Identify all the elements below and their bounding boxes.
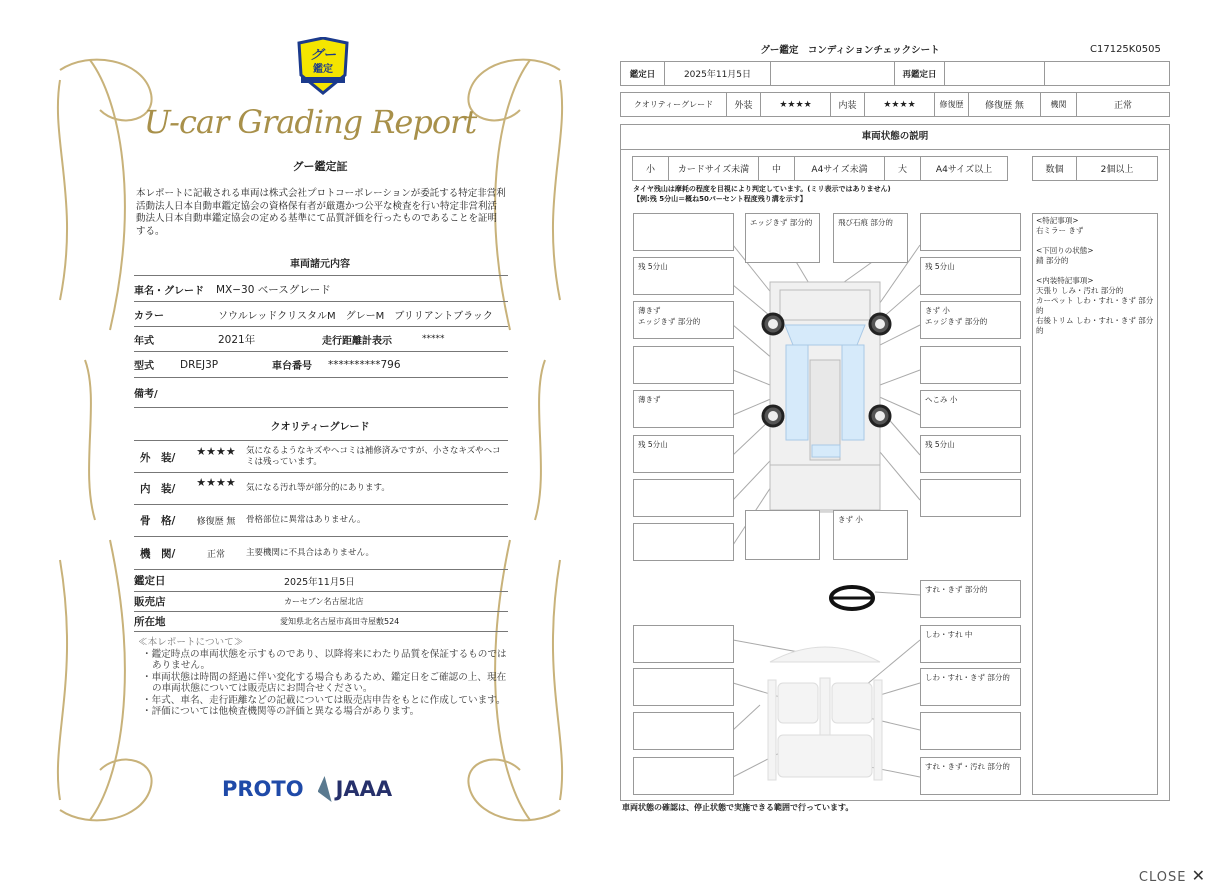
spec-row-name — [134, 277, 508, 302]
grade-description: 気になるようなキズやヘコミは補修済みですが、小さなキズやヘコミは残っています。 — [246, 446, 501, 467]
divider — [134, 275, 508, 276]
certificate-intro: 本レポートに記載される車両は株式会社プロトコーポレーションが委託する特定非営利活動法人日本自動車鑑定協会の資格保有者が厳選かつ公平な検査を行い特定非営利活動法人日本自動車鑑定協会の定める基準にて品質評価を行ったものであることを証明する。 — [136, 188, 506, 237]
exterior-condition-box: へこみ 小 — [920, 390, 1021, 428]
tire-note-line: 【例:残 5分山＝概ね50パーセント程度残り溝を示す】 — [633, 195, 807, 203]
exterior-condition-box — [633, 213, 734, 251]
redate-label: 再鑑定日 — [895, 62, 945, 86]
exterior-condition-box: 残 5分山 — [920, 435, 1021, 473]
spec-row-color — [134, 302, 508, 327]
close-button[interactable] — [1139, 866, 1206, 885]
date-label: 鑑定日 — [621, 62, 665, 86]
interior-condition-box — [633, 668, 734, 706]
interior-label: 内装 — [831, 93, 865, 117]
count-legend — [1032, 156, 1158, 181]
legend-small: 小 — [633, 157, 669, 181]
sheet-title: グー鑑定 コンディションチェックシート — [760, 45, 940, 56]
grade-row — [134, 537, 508, 570]
exterior-condition-box — [920, 346, 1021, 384]
grade-row — [134, 505, 508, 537]
note-item: ・鑑定時点の車両状態を示すものであり、以降将来にわたり品質を保証するものではありません。 — [142, 648, 507, 671]
count-value: 2個以上 — [1077, 157, 1158, 181]
exterior-condition-box: きず 小 — [833, 510, 908, 560]
label: 型式 — [134, 361, 154, 372]
date-value: 2025年11月5日 — [665, 62, 771, 86]
exterior-condition-box — [633, 346, 734, 384]
interior-seats — [768, 647, 882, 780]
dealer-row — [134, 592, 508, 612]
interior-condition-box — [633, 712, 734, 750]
address-row — [134, 612, 508, 632]
interior-condition-box: しわ・すれ・きず 部分的 — [920, 668, 1021, 706]
note-item: ・車両状態は時間の経過に伴い変化する場合もあるため、鑑定日をご確認の上、現在の車両状態については販売店にお問合せください。 — [142, 671, 507, 694]
goo-kantei-badge-logo — [295, 37, 351, 97]
special-note-line: 右ミラー きず — [1036, 226, 1084, 235]
grade-row — [134, 442, 508, 473]
interior-condition-box: すれ・きず 部分的 — [920, 580, 1021, 618]
close-label: CLOSE — [1138, 870, 1187, 885]
report-title: U-car Grading Report — [143, 103, 477, 141]
value: 2021年 — [218, 333, 256, 346]
grade-value: ★★★★ — [196, 445, 236, 458]
exterior-condition-box: エッジきず 部分的 — [745, 213, 820, 263]
special-note-line — [1036, 236, 1154, 246]
interior-condition-box — [633, 757, 734, 795]
jaaa-emblem-icon — [318, 776, 332, 802]
spec-row-model — [134, 352, 508, 378]
interior-value: ★★★★ — [865, 93, 935, 117]
special-note-line: 錆 部分的 — [1036, 256, 1069, 265]
grade-description: 主要機関に不具合はありません。 — [246, 547, 375, 558]
date-row — [134, 570, 508, 592]
count-label: 数個 — [1033, 157, 1077, 181]
label: 車名・グレード — [134, 285, 204, 297]
note-item: ・年式、車名、走行距離などの記載については販売店申告をもとに作成しています。 — [142, 694, 506, 706]
interior-condition-box: すれ・きず・汚れ 部分的 — [920, 757, 1021, 795]
repair-value: 修復歴 無 — [969, 93, 1041, 117]
interior-condition-box — [920, 712, 1021, 750]
label: 車台番号 — [272, 361, 312, 372]
legend-medium: 中 — [759, 157, 795, 181]
grade-label: 外 装/ — [140, 451, 176, 464]
grade-description: 気になる汚れ等が部分的にあります。 — [246, 483, 390, 493]
legend-medium-desc: A4サイズ未満 — [795, 157, 885, 181]
interior-condition-box: しわ・すれ 中 — [920, 625, 1021, 663]
report-notes — [138, 637, 508, 718]
sheet-code: C17125K0505 — [1090, 44, 1161, 55]
jaaa-text: JAAA — [335, 777, 393, 801]
exterior-condition-box — [745, 510, 820, 560]
repair-label: 修復歴 — [935, 93, 969, 117]
exterior-condition-box: 薄きず エッジきず 部分的 — [633, 301, 734, 339]
special-note-line: <内装特記事項> — [1036, 276, 1094, 285]
exterior-label: 外装 — [727, 93, 761, 117]
close-x-icon: ✕ — [1191, 866, 1206, 885]
proto-logo: PROTO — [222, 777, 304, 801]
label: 所在地 — [134, 616, 166, 628]
label: 備考/ — [134, 389, 158, 400]
grade-label: クオリティーグレード — [621, 93, 727, 117]
grade-heading: クオリティーグレード — [270, 422, 370, 433]
grade-description: 骨格部位に異常はありません。 — [246, 515, 366, 525]
exterior-condition-box: きず 小 エッジきず 部分的 — [920, 301, 1021, 339]
engine-label: 機関 — [1041, 93, 1077, 117]
exterior-condition-box — [920, 479, 1021, 517]
value: DREJ3P — [180, 358, 219, 371]
special-note-line: カーペット しわ・すれ・きず 部分的 — [1036, 296, 1154, 315]
label: 販売店 — [134, 596, 166, 608]
exterior-condition-box: 残 5分山 — [920, 257, 1021, 295]
divider — [134, 440, 508, 441]
sheet-footer-note: 車両状態の確認は、停止状態で実施できる範囲で行っています。 — [622, 803, 854, 812]
spec-row-remarks — [134, 378, 508, 408]
special-note-line — [1036, 266, 1154, 276]
certificate-heading: グー鑑定証 — [292, 160, 348, 173]
exterior-condition-box: 残 5分山 — [633, 435, 734, 473]
label: 年式 — [134, 335, 154, 347]
grade-row — [134, 473, 508, 505]
grade-value: ★★★★ — [196, 476, 236, 489]
exterior-condition-box: 飛び石痕 部分的 — [833, 213, 908, 263]
grade-label: 骨 格/ — [140, 515, 176, 527]
legend-small-desc: カードサイズ未満 — [669, 157, 759, 181]
legend-large-desc: A4サイズ以上 — [921, 157, 1008, 181]
special-note-line: <下回りの状態> — [1036, 246, 1094, 255]
label: 鑑定日 — [134, 575, 166, 587]
value: MX−30 ベースグレード — [216, 283, 331, 296]
grade-label: 内 装/ — [140, 483, 176, 495]
value: **********796 — [328, 358, 401, 371]
notes-heading: ≪本レポートについて≫ — [138, 637, 244, 648]
grade-table — [620, 92, 1170, 117]
value: ソウルレッドクリスタルM グレーM ブリリアントブラック — [218, 310, 493, 322]
grade-label: 機 関/ — [140, 547, 176, 560]
svg-text:鑑定: 鑑定 — [313, 64, 333, 75]
spec-row-year — [134, 327, 508, 352]
size-legend — [632, 156, 1008, 181]
value: ***** — [422, 334, 445, 344]
label: カラー — [134, 310, 164, 322]
date-table — [620, 61, 1170, 86]
value: 愛知県北名古屋市高田寺屋敷524 — [280, 617, 400, 626]
footer-logos — [222, 776, 392, 802]
value: カーセブン名古屋北店 — [284, 597, 364, 606]
special-note-line: <特記事項> — [1036, 216, 1079, 225]
label: 走行距離計表示 — [322, 335, 392, 347]
grade-value: 正常 — [206, 549, 225, 560]
exterior-condition-box — [633, 523, 734, 561]
jaaa-logo — [318, 776, 393, 802]
special-note-line: 天張り しみ・汚れ 部分的 — [1036, 286, 1124, 295]
tire-note-line: タイヤ残山は摩耗の程度を目視により判定しています。(ミリ表示ではありません) — [633, 185, 891, 193]
exterior-condition-box — [633, 479, 734, 517]
exterior-value: ★★★★ — [761, 93, 831, 117]
exterior-condition-box: 残 5分山 — [633, 257, 734, 295]
legend-large: 大 — [885, 157, 921, 181]
special-notes-box — [1032, 213, 1158, 795]
special-note-line: 右後トリム しわ・すれ・きず 部分的 — [1036, 316, 1154, 335]
value: 2025年11月5日 — [284, 576, 355, 588]
exterior-condition-box: 薄きず — [633, 390, 734, 428]
spec-heading: 車両諸元内容 — [290, 259, 350, 270]
state-heading: 車両状態の説明 — [620, 124, 1170, 150]
note-item: ・評価については他検査機関等の評価と異なる場合があります。 — [142, 706, 420, 717]
engine-value: 正常 — [1077, 93, 1170, 117]
exterior-condition-box — [920, 213, 1021, 251]
interior-condition-box — [633, 625, 734, 663]
grade-value: 修復歴 無 — [196, 517, 236, 527]
svg-text:グー: グー — [309, 48, 337, 63]
